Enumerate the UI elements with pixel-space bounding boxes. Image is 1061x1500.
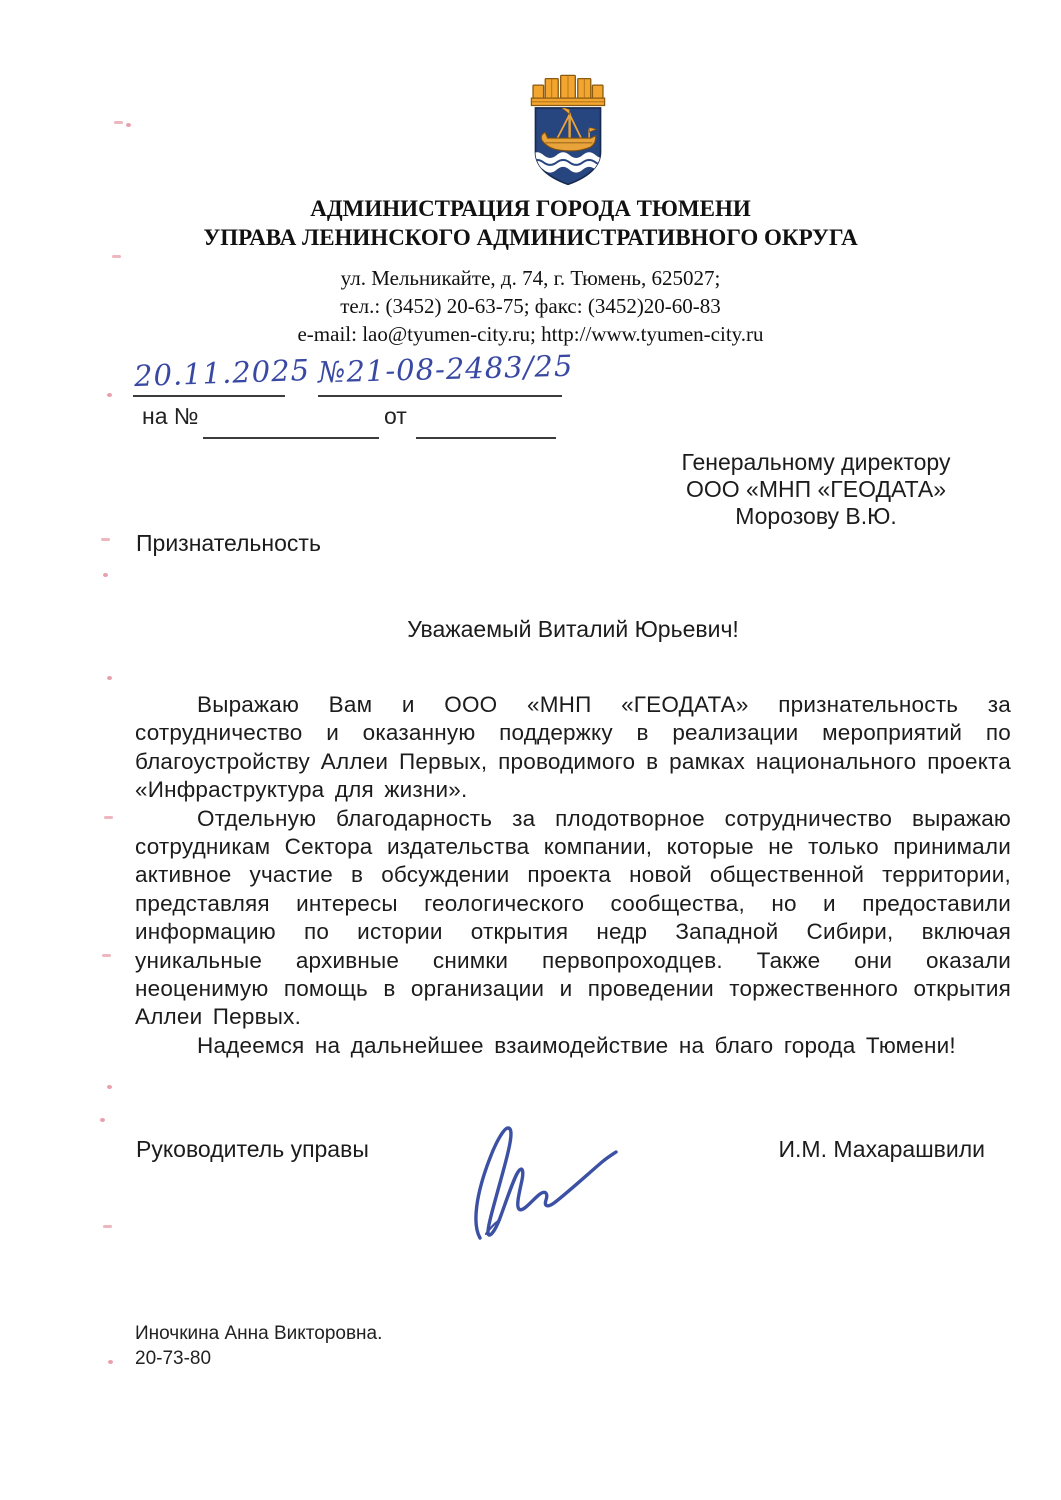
letter-subject: Признательность xyxy=(136,530,321,556)
scan-artifact xyxy=(104,816,113,819)
address-street: ул. Мельникайте, д. 74, г. Тюмень, 625027; xyxy=(340,266,721,290)
recipient-company: ООО «МНП «ГЕОДАТА» xyxy=(685,476,947,502)
recipient-title: Генеральному директору xyxy=(681,449,951,475)
handwritten-date: 20.11.2025 xyxy=(133,352,311,394)
number-underline xyxy=(318,395,562,397)
scan-artifact xyxy=(103,1225,112,1228)
address-phone-fax: тел.: (3452) 20-63-75; факс: (3452)20-60-83 xyxy=(340,294,721,318)
na-no-label: на № xyxy=(142,403,199,429)
handwritten-reg-number: №21-08-2483/25 xyxy=(317,348,574,390)
body-paragraph-1: Выражаю Вам и ООО «МНП «ГЕОДАТА» признательность за сотрудничество и оказанную поддержку в реализации мероприятий по благоустройству Аллеи Первых, проводимого в рамках национального проекта «Инфраструктура для жизни». xyxy=(135,692,1011,803)
letter-body xyxy=(135,691,1011,1060)
body-paragraph-2: Отдельную благодарность за плодотворное сотрудничество выражаю сотрудникам Сектора издательства компании, которые не только принимали активное участие в обсуждении проекта новой общественной территории, представляя интересы геологического сообщества, но и предоставили информацию по истории открытия недр Западной Сибири, включая уникальные архивные снимки первопроходцев. Также они оказали неоценимую помощь в организации и проведении торжественного открытия Аллеи Первых. xyxy=(135,805,1011,1030)
salutation: Уважаемый Виталий Юрьевич! xyxy=(407,616,739,642)
recipient-block xyxy=(660,449,972,530)
address-email-site: e-mail: lao@tyumen-city.ru; http://www.tyumen-city.ru xyxy=(297,322,764,346)
na-no-underline xyxy=(203,437,379,439)
scan-artifact xyxy=(107,393,112,397)
ot-underline xyxy=(416,437,556,439)
scan-artifact xyxy=(107,676,112,680)
executor-block xyxy=(135,1321,382,1371)
signer-name: И.М. Махарашвили xyxy=(778,1136,985,1162)
body-paragraph-3: Надеемся на дальнейшее взаимодействие на благо города Тюмени! xyxy=(197,1032,956,1058)
scan-artifact xyxy=(107,1085,112,1089)
org-name-line1: АДМИНИСТРАЦИЯ ГОРОДА ТЮМЕНИ xyxy=(310,196,751,221)
handwritten-signature xyxy=(450,1106,630,1246)
org-name-line2: УПРАВА ЛЕНИНСКОГО АДМИНИСТРАТИВНОГО ОКРУГА xyxy=(203,225,858,250)
scan-artifact xyxy=(100,1118,105,1122)
ot-label: от xyxy=(384,403,407,429)
org-name-block xyxy=(0,194,1061,252)
scan-artifact xyxy=(108,1360,113,1364)
executor-name: Иночкина Анна Викторовна. xyxy=(135,1323,383,1344)
executor-phone: 20-73-80 xyxy=(135,1348,212,1369)
scan-artifact xyxy=(126,123,131,127)
org-address-block xyxy=(0,264,1061,348)
scan-artifact xyxy=(114,121,123,124)
recipient-person: Морозову В.Ю. xyxy=(735,503,897,529)
scan-artifact xyxy=(112,255,121,258)
date-underline xyxy=(133,395,285,397)
scan-artifact xyxy=(102,954,111,957)
scan-artifact xyxy=(101,538,110,541)
tyumen-coat-of-arms-icon xyxy=(527,64,609,186)
signer-position: Руководитель управы xyxy=(136,1136,369,1162)
scan-artifact xyxy=(103,573,108,577)
